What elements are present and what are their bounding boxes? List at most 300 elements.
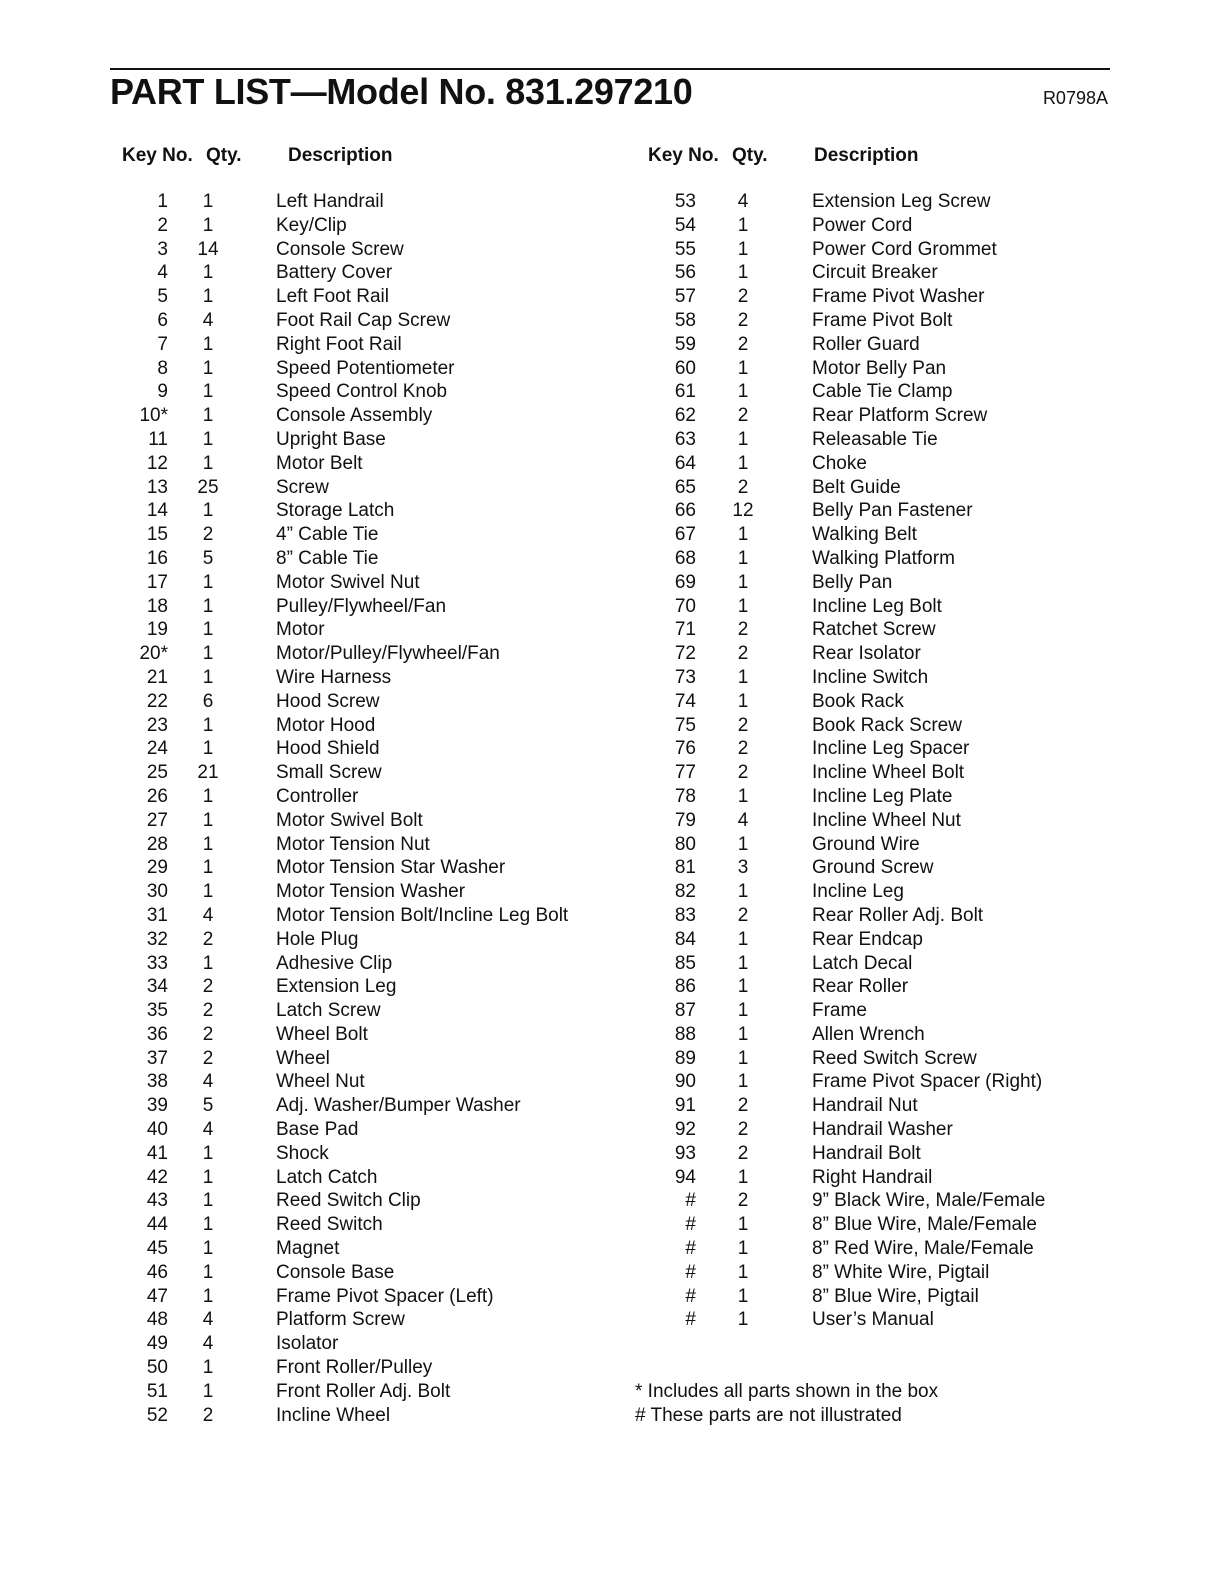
table-row bbox=[100, 571, 568, 595]
part-key-number: 8 bbox=[157, 357, 168, 379]
part-key-number: 23 bbox=[146, 714, 168, 736]
part-quantity: 6 bbox=[202, 690, 214, 712]
part-description: Right Foot Rail bbox=[276, 333, 402, 355]
part-key-number: 13 bbox=[146, 476, 168, 498]
table-row bbox=[100, 333, 568, 357]
part-quantity: 4 bbox=[202, 309, 214, 331]
table-row bbox=[634, 595, 1045, 619]
part-quantity: 1 bbox=[737, 571, 749, 593]
part-quantity: 1 bbox=[737, 1238, 749, 1260]
part-quantity: 2 bbox=[737, 738, 749, 760]
part-description: Incline Leg Spacer bbox=[812, 738, 970, 760]
part-quantity: 1 bbox=[737, 1166, 749, 1188]
part-description: 8” Red Wire, Male/Female bbox=[812, 1238, 1034, 1260]
table-row bbox=[100, 523, 568, 547]
table-row bbox=[634, 1261, 1045, 1285]
part-quantity: 1 bbox=[202, 191, 214, 212]
table-row bbox=[634, 1189, 1045, 1213]
part-quantity: 1 bbox=[202, 333, 214, 355]
part-key-number: 31 bbox=[146, 904, 168, 926]
part-quantity: 1 bbox=[737, 976, 749, 998]
table-row bbox=[634, 238, 1045, 262]
part-quantity: 1 bbox=[202, 571, 214, 593]
part-description: Hole Plug bbox=[276, 928, 359, 950]
part-key-number: 77 bbox=[674, 762, 696, 784]
part-key-number: 46 bbox=[146, 1261, 168, 1283]
part-description: Console Screw bbox=[276, 238, 404, 260]
part-key-number: 94 bbox=[674, 1166, 696, 1188]
part-quantity: 1 bbox=[737, 262, 749, 284]
part-description: Foot Rail Cap Screw bbox=[276, 309, 451, 331]
part-quantity: 1 bbox=[737, 452, 749, 474]
part-description: 8” Blue Wire, Male/Female bbox=[812, 1214, 1037, 1236]
table-row bbox=[100, 1047, 568, 1071]
part-quantity: 1 bbox=[202, 857, 214, 879]
left-parts-body bbox=[100, 190, 568, 1427]
part-quantity: 2 bbox=[202, 976, 214, 998]
part-description: 8” Cable Tie bbox=[276, 547, 379, 569]
table-row bbox=[100, 952, 568, 976]
part-description: Battery Cover bbox=[276, 262, 393, 284]
table-row bbox=[100, 380, 568, 404]
table-row bbox=[100, 476, 568, 500]
part-key-number: 29 bbox=[146, 857, 168, 879]
part-quantity: 5 bbox=[202, 547, 214, 569]
part-key-number: 10* bbox=[139, 405, 168, 427]
table-row bbox=[100, 499, 568, 523]
part-description: Motor Belt bbox=[276, 452, 363, 474]
part-description: 8” Blue Wire, Pigtail bbox=[812, 1285, 979, 1307]
part-key-number: 40 bbox=[146, 1119, 168, 1141]
table-row bbox=[634, 1166, 1045, 1190]
part-quantity: 2 bbox=[737, 309, 749, 331]
part-description: Frame Pivot Spacer (Left) bbox=[276, 1285, 494, 1307]
part-description: Wheel Bolt bbox=[276, 1023, 368, 1045]
table-row bbox=[634, 618, 1045, 642]
table-row bbox=[634, 1142, 1045, 1166]
part-description: Walking Platform bbox=[812, 547, 955, 569]
part-quantity: 2 bbox=[202, 1000, 214, 1022]
part-key-number: 15 bbox=[146, 524, 168, 546]
part-quantity: 1 bbox=[737, 1214, 749, 1236]
table-row bbox=[100, 547, 568, 571]
right-key-header: Key No. bbox=[648, 145, 719, 166]
part-description: Frame Pivot Washer bbox=[812, 286, 985, 308]
part-description: Motor Belly Pan bbox=[812, 357, 947, 379]
part-description: Latch Catch bbox=[276, 1166, 378, 1188]
part-description: Walking Belt bbox=[812, 524, 917, 546]
table-row bbox=[100, 595, 568, 619]
table-row bbox=[634, 761, 1045, 785]
part-quantity: 1 bbox=[737, 214, 749, 236]
part-quantity: 1 bbox=[737, 1309, 749, 1331]
part-quantity: 4 bbox=[202, 1071, 214, 1093]
table-row bbox=[100, 404, 568, 428]
table-row bbox=[100, 261, 568, 285]
part-key-number: 85 bbox=[674, 952, 696, 974]
part-quantity: 1 bbox=[202, 1214, 214, 1236]
part-quantity: 1 bbox=[737, 952, 749, 974]
part-description: Pulley/Flywheel/Fan bbox=[276, 595, 447, 617]
part-key-number: 37 bbox=[146, 1047, 168, 1069]
part-key-number: 70 bbox=[674, 595, 696, 617]
part-description: Motor Swivel Bolt bbox=[276, 809, 423, 831]
part-key-number: 61 bbox=[674, 381, 696, 403]
part-quantity: 2 bbox=[737, 286, 749, 308]
table-row bbox=[634, 737, 1045, 761]
part-quantity: 1 bbox=[202, 500, 214, 522]
part-description: 9” Black Wire, Male/Female bbox=[812, 1190, 1046, 1212]
part-key-number: 33 bbox=[146, 952, 168, 974]
part-key-number: # bbox=[685, 1261, 696, 1283]
part-quantity: 2 bbox=[737, 904, 749, 926]
part-description: Power Cord bbox=[812, 214, 913, 236]
part-description: Magnet bbox=[276, 1238, 340, 1260]
document-code: R0798A bbox=[1042, 88, 1108, 108]
part-description: Rear Roller bbox=[812, 976, 909, 998]
part-quantity: 1 bbox=[202, 666, 214, 688]
part-description: Latch Decal bbox=[812, 952, 913, 974]
part-quantity: 2 bbox=[737, 643, 749, 665]
part-quantity: 1 bbox=[202, 357, 214, 379]
part-key-number: 89 bbox=[674, 1047, 696, 1069]
part-key-number: 4 bbox=[157, 262, 168, 284]
part-key-number: 17 bbox=[146, 571, 168, 593]
part-key-number: 20* bbox=[139, 643, 168, 665]
part-key-number: 14 bbox=[146, 500, 168, 522]
table-row bbox=[100, 1285, 568, 1309]
part-quantity: 2 bbox=[737, 1190, 749, 1212]
part-quantity: 1 bbox=[737, 881, 749, 903]
table-row bbox=[100, 238, 568, 262]
table-row bbox=[100, 428, 568, 452]
table-row bbox=[100, 690, 568, 714]
part-key-number: 82 bbox=[674, 881, 696, 903]
table-row bbox=[100, 999, 568, 1023]
left-desc-header: Description bbox=[288, 145, 393, 166]
part-quantity: 1 bbox=[202, 1261, 214, 1283]
part-key-number: 32 bbox=[146, 928, 168, 950]
table-row bbox=[634, 547, 1045, 571]
part-description: Handrail Nut bbox=[812, 1095, 918, 1117]
part-quantity: 4 bbox=[202, 1333, 214, 1355]
part-key-number: 93 bbox=[674, 1142, 696, 1164]
part-description: Motor Tension Star Washer bbox=[276, 857, 506, 879]
table-row bbox=[100, 1356, 568, 1380]
part-quantity: 1 bbox=[202, 1190, 214, 1212]
part-description: Wire Harness bbox=[276, 666, 392, 688]
table-row bbox=[634, 1118, 1045, 1142]
right-desc-header: Description bbox=[814, 145, 919, 166]
part-quantity: 5 bbox=[202, 1095, 214, 1117]
part-quantity: 1 bbox=[202, 738, 214, 760]
part-description: Motor Tension Nut bbox=[276, 833, 430, 855]
part-quantity: 1 bbox=[202, 1238, 214, 1260]
part-description: Motor/Pulley/Flywheel/Fan bbox=[276, 643, 500, 665]
table-row bbox=[634, 809, 1045, 833]
part-description: Rear Isolator bbox=[812, 643, 921, 665]
part-description: Belt Guide bbox=[812, 476, 901, 498]
part-key-number: 42 bbox=[146, 1166, 168, 1188]
part-quantity: 3 bbox=[737, 857, 749, 879]
part-key-number: 60 bbox=[674, 357, 696, 379]
table-row bbox=[100, 833, 568, 857]
part-quantity: 1 bbox=[202, 214, 214, 236]
part-quantity: 1 bbox=[737, 928, 749, 950]
part-quantity: 2 bbox=[737, 762, 749, 784]
part-quantity: 1 bbox=[202, 714, 214, 736]
part-description: Incline Wheel Bolt bbox=[812, 762, 965, 784]
left-qty-header: Qty. bbox=[206, 145, 242, 166]
right-parts-body bbox=[634, 190, 1045, 1332]
part-description: Frame bbox=[812, 1000, 867, 1022]
part-key-number: 67 bbox=[674, 524, 696, 546]
part-description: Right Handrail bbox=[812, 1166, 933, 1188]
part-key-number: 81 bbox=[674, 857, 696, 879]
part-key-number: 39 bbox=[146, 1095, 168, 1117]
part-key-number: 12 bbox=[146, 452, 168, 474]
part-quantity: 4 bbox=[202, 1309, 214, 1331]
part-description: Ground Wire bbox=[812, 833, 920, 855]
part-quantity: 1 bbox=[202, 619, 214, 641]
part-key-number: # bbox=[685, 1190, 696, 1212]
part-key-number: # bbox=[685, 1238, 696, 1260]
part-quantity: 21 bbox=[197, 762, 219, 784]
part-description: User’s Manual bbox=[812, 1309, 934, 1331]
part-quantity: 1 bbox=[202, 428, 214, 450]
left-key-header: Key No. bbox=[122, 145, 193, 166]
part-quantity: 25 bbox=[197, 476, 219, 498]
part-key-number: 38 bbox=[146, 1071, 168, 1093]
part-description: Console Base bbox=[276, 1261, 395, 1283]
part-quantity: 2 bbox=[737, 1142, 749, 1164]
right-qty-header: Qty. bbox=[732, 145, 768, 166]
part-key-number: # bbox=[685, 1285, 696, 1307]
table-row bbox=[634, 1237, 1045, 1261]
part-description: Storage Latch bbox=[276, 500, 395, 522]
hash-note: # These parts are not illustrated bbox=[635, 1404, 902, 1426]
part-description: Allen Wrench bbox=[812, 1023, 925, 1045]
part-description: Reed Switch Screw bbox=[812, 1047, 977, 1069]
part-key-number: 9 bbox=[157, 381, 168, 403]
part-quantity: 1 bbox=[202, 286, 214, 308]
part-description: Upright Base bbox=[276, 428, 386, 450]
part-description: Releasable Tie bbox=[812, 428, 938, 450]
table-row bbox=[100, 1189, 568, 1213]
part-key-number: 69 bbox=[674, 571, 696, 593]
table-row bbox=[634, 904, 1045, 928]
part-key-number: 55 bbox=[674, 238, 696, 260]
part-description: Wheel bbox=[276, 1047, 330, 1069]
part-description: Left Foot Rail bbox=[276, 286, 389, 308]
part-description: Motor Tension Bolt/Incline Leg Bolt bbox=[276, 904, 569, 926]
table-row bbox=[634, 380, 1045, 404]
table-row bbox=[634, 1023, 1045, 1047]
table-row bbox=[634, 333, 1045, 357]
part-quantity: 1 bbox=[737, 428, 749, 450]
left-parts-table bbox=[100, 190, 568, 1427]
part-key-number: 6 bbox=[157, 309, 168, 331]
table-row bbox=[634, 928, 1045, 952]
table-row bbox=[100, 809, 568, 833]
part-key-number: 41 bbox=[146, 1142, 168, 1164]
part-description: Key/Clip bbox=[276, 214, 347, 236]
table-row bbox=[634, 214, 1045, 238]
part-key-number: 84 bbox=[674, 928, 696, 950]
part-quantity: 1 bbox=[737, 1261, 749, 1283]
part-description: Handrail Bolt bbox=[812, 1142, 921, 1164]
part-quantity: 1 bbox=[202, 405, 214, 427]
table-row bbox=[634, 571, 1045, 595]
part-key-number: 51 bbox=[146, 1380, 168, 1402]
table-row bbox=[100, 1023, 568, 1047]
table-row bbox=[634, 666, 1045, 690]
part-description: Incline Leg Bolt bbox=[812, 595, 942, 617]
table-row bbox=[100, 714, 568, 738]
table-row bbox=[634, 309, 1045, 333]
part-key-number: 65 bbox=[674, 476, 696, 498]
part-description: Console Assembly bbox=[276, 405, 433, 427]
part-key-number: 86 bbox=[674, 976, 696, 998]
part-quantity: 1 bbox=[202, 262, 214, 284]
part-key-number: 54 bbox=[674, 214, 696, 236]
table-row bbox=[634, 999, 1045, 1023]
part-key-number: 16 bbox=[146, 547, 168, 569]
part-description: Incline Leg Plate bbox=[812, 785, 953, 807]
part-description: Wheel Nut bbox=[276, 1071, 365, 1093]
part-description: Latch Screw bbox=[276, 1000, 381, 1022]
part-quantity: 1 bbox=[737, 1047, 749, 1069]
part-quantity: 1 bbox=[202, 643, 214, 665]
part-description: Rear Endcap bbox=[812, 928, 923, 950]
table-row bbox=[100, 357, 568, 381]
part-description: Front Roller/Pulley bbox=[276, 1357, 433, 1379]
part-key-number: 92 bbox=[674, 1119, 696, 1141]
table-row bbox=[634, 642, 1045, 666]
part-quantity: 2 bbox=[737, 619, 749, 641]
part-key-number: 66 bbox=[674, 500, 696, 522]
table-row bbox=[634, 523, 1045, 547]
part-quantity: 14 bbox=[197, 238, 219, 260]
part-key-number: 63 bbox=[674, 428, 696, 450]
part-key-number: 88 bbox=[674, 1023, 696, 1045]
part-key-number: 28 bbox=[146, 833, 168, 855]
part-quantity: 2 bbox=[202, 928, 214, 950]
right-parts-table bbox=[634, 190, 1045, 1332]
table-row bbox=[634, 690, 1045, 714]
part-key-number: 64 bbox=[674, 452, 696, 474]
table-row bbox=[100, 761, 568, 785]
part-quantity: 1 bbox=[202, 452, 214, 474]
part-quantity: 1 bbox=[202, 595, 214, 617]
part-quantity: 4 bbox=[737, 809, 749, 831]
asterisk-note: * Includes all parts shown in the box bbox=[635, 1381, 939, 1402]
part-quantity: 1 bbox=[202, 833, 214, 855]
part-key-number: 83 bbox=[674, 904, 696, 926]
page-title: PART LIST—Model No. 831.297210 bbox=[110, 71, 693, 112]
table-row bbox=[634, 261, 1045, 285]
part-key-number: 5 bbox=[157, 286, 168, 308]
part-description: 4” Cable Tie bbox=[276, 524, 379, 546]
part-key-number: 21 bbox=[146, 666, 168, 688]
table-row bbox=[100, 1380, 568, 1404]
part-quantity: 2 bbox=[202, 1047, 214, 1069]
part-quantity: 2 bbox=[737, 405, 749, 427]
part-quantity: 2 bbox=[737, 333, 749, 355]
table-row bbox=[100, 190, 568, 214]
part-key-number: # bbox=[685, 1214, 696, 1236]
part-description: Controller bbox=[276, 785, 359, 807]
table-row bbox=[100, 285, 568, 309]
part-key-number: 27 bbox=[146, 809, 168, 831]
table-row bbox=[100, 309, 568, 333]
part-key-number: 72 bbox=[674, 643, 696, 665]
part-description: Rear Platform Screw bbox=[812, 405, 988, 427]
part-description: Reed Switch bbox=[276, 1214, 383, 1236]
part-description: Motor bbox=[276, 619, 325, 641]
part-quantity: 1 bbox=[737, 1000, 749, 1022]
table-row bbox=[100, 785, 568, 809]
part-description: Incline Wheel bbox=[276, 1404, 391, 1426]
part-description: Frame Pivot Bolt bbox=[812, 309, 953, 331]
table-row bbox=[100, 1332, 568, 1356]
part-description: Speed Control Knob bbox=[276, 381, 448, 403]
part-description: Rear Roller Adj. Bolt bbox=[812, 904, 984, 926]
part-key-number: 35 bbox=[146, 1000, 168, 1022]
part-key-number: 44 bbox=[146, 1214, 168, 1236]
table-row bbox=[634, 952, 1045, 976]
part-key-number: 75 bbox=[674, 714, 696, 736]
part-quantity: 2 bbox=[737, 476, 749, 498]
part-description: Motor Tension Washer bbox=[276, 881, 466, 903]
part-quantity: 1 bbox=[202, 1166, 214, 1188]
part-description: Circuit Breaker bbox=[812, 262, 938, 284]
part-quantity: 1 bbox=[202, 952, 214, 974]
table-row bbox=[634, 190, 1045, 214]
part-quantity: 12 bbox=[732, 500, 754, 522]
table-row bbox=[100, 666, 568, 690]
table-row bbox=[634, 880, 1045, 904]
part-description: Book Rack Screw bbox=[812, 714, 962, 736]
part-key-number: 58 bbox=[674, 309, 696, 331]
part-quantity: 1 bbox=[202, 381, 214, 403]
table-row bbox=[634, 1070, 1045, 1094]
part-description: Extension Leg bbox=[276, 976, 397, 998]
part-key-number: 79 bbox=[674, 809, 696, 831]
part-description: Adj. Washer/Bumper Washer bbox=[276, 1095, 521, 1117]
part-key-number: 19 bbox=[146, 619, 168, 641]
part-description: 8” White Wire, Pigtail bbox=[812, 1261, 990, 1283]
table-row bbox=[100, 1094, 568, 1118]
part-quantity: 1 bbox=[202, 1285, 214, 1307]
part-description: Left Handrail bbox=[276, 191, 384, 212]
part-key-number: 50 bbox=[146, 1357, 168, 1379]
part-description: Cable Tie Clamp bbox=[812, 381, 953, 403]
part-key-number: 91 bbox=[674, 1095, 696, 1117]
part-key-number: 30 bbox=[146, 881, 168, 903]
table-row bbox=[634, 476, 1045, 500]
part-quantity: 1 bbox=[737, 785, 749, 807]
part-key-number: 56 bbox=[674, 262, 696, 284]
table-row bbox=[634, 404, 1045, 428]
part-quantity: 1 bbox=[737, 1023, 749, 1045]
part-quantity: 1 bbox=[202, 1380, 214, 1402]
part-description: Motor Hood bbox=[276, 714, 376, 736]
table-row bbox=[100, 618, 568, 642]
part-key-number: 71 bbox=[674, 619, 696, 641]
part-key-number: 59 bbox=[674, 333, 696, 355]
table-row bbox=[100, 856, 568, 880]
